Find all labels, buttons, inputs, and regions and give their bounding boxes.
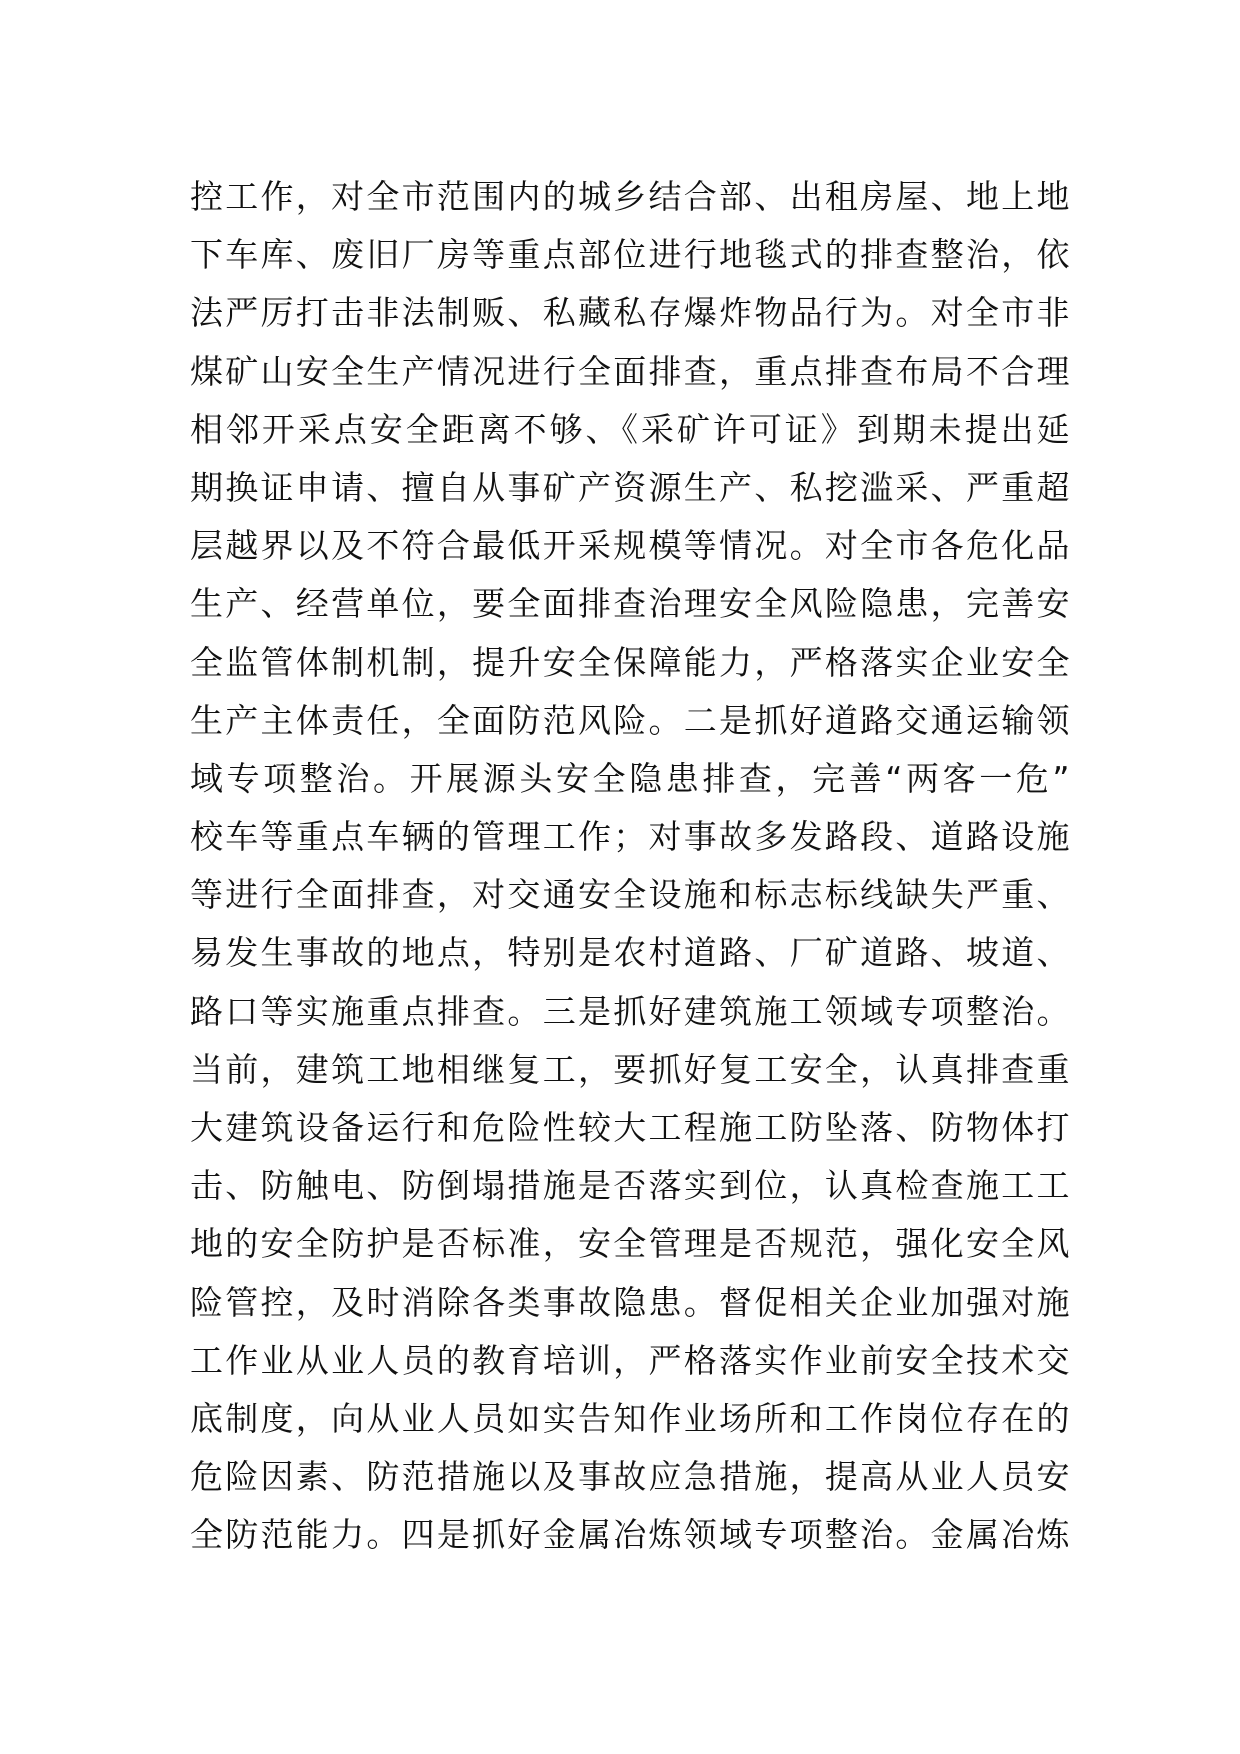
text-line: 法严厉打击非法制贩、私藏私存爆炸物品行为。对全市非 (190, 293, 1070, 333)
text-line: 击、防触电、防倒塌措施是否落实到位，认真检查施工工 (190, 1166, 1070, 1206)
text-line: 域专项整治。开展源头安全隐患排查，完善“两客一危” (190, 758, 1070, 798)
text-line: 工作业从业人员的教育培训，严格落实作业前安全技术交 (190, 1340, 1070, 1380)
text-line: 期换证申请、擅自从事矿产资源生产、私挖滥采、严重超 (190, 467, 1070, 507)
text-line: 层越界以及不符合最低开采规模等情况。对全市各危化品 (190, 526, 1070, 566)
text-line: 控工作，对全市范围内的城乡结合部、出租房屋、地上地 (190, 177, 1070, 216)
text-line: 当前，建筑工地相继复工，要抓好复工安全，认真排查重 (190, 1049, 1070, 1089)
body-text (190, 168, 1070, 1565)
text-line: 全监管体制机制，提升安全保障能力，严格落实企业安全 (190, 642, 1070, 682)
text-line: 等进行全面排查，对交通安全设施和标志标线缺失严重、 (190, 875, 1070, 915)
text-line: 大建筑设备运行和危险性较大工程施工防坠落、防物体打 (190, 1108, 1070, 1147)
text-line: 全防范能力。四是抓好金属冶炼领域专项整治。金属冶炼 (190, 1515, 1070, 1555)
text-line: 地的安全防护是否标准，安全管理是否规范，强化安全风 (190, 1224, 1070, 1264)
text-line: 路口等实施重点排查。三是抓好建筑施工领域专项整治。 (190, 991, 1070, 1031)
text-line: 校车等重点车辆的管理工作；对事故多发路段、道路设施 (190, 817, 1070, 857)
text-line: 煤矿山安全生产情况进行全面排查，重点排查布局不合理 (190, 351, 1070, 391)
text-line: 险管控，及时消除各类事故隐患。督促相关企业加强对施 (190, 1282, 1070, 1322)
text-line: 危险因素、防范措施以及事故应急措施，提高从业人员安 (190, 1457, 1070, 1497)
text-line: 底制度，向从业人员如实告知作业场所和工作岗位存在的 (190, 1398, 1070, 1438)
text-line: 相邻开采点安全距离不够、《采矿许可证》到期未提出延 (190, 409, 1070, 449)
text-line: 下车库、废旧厂房等重点部位进行地毯式的排查整治，依 (190, 235, 1070, 275)
text-line: 易发生事故的地点，特别是农村道路、厂矿道路、坡道、 (190, 933, 1070, 973)
text-line: 生产主体责任，全面防范风险。二是抓好道路交通运输领 (190, 700, 1070, 740)
text-line: 生产、经营单位，要全面排查治理安全风险隐患，完善安 (190, 584, 1070, 624)
